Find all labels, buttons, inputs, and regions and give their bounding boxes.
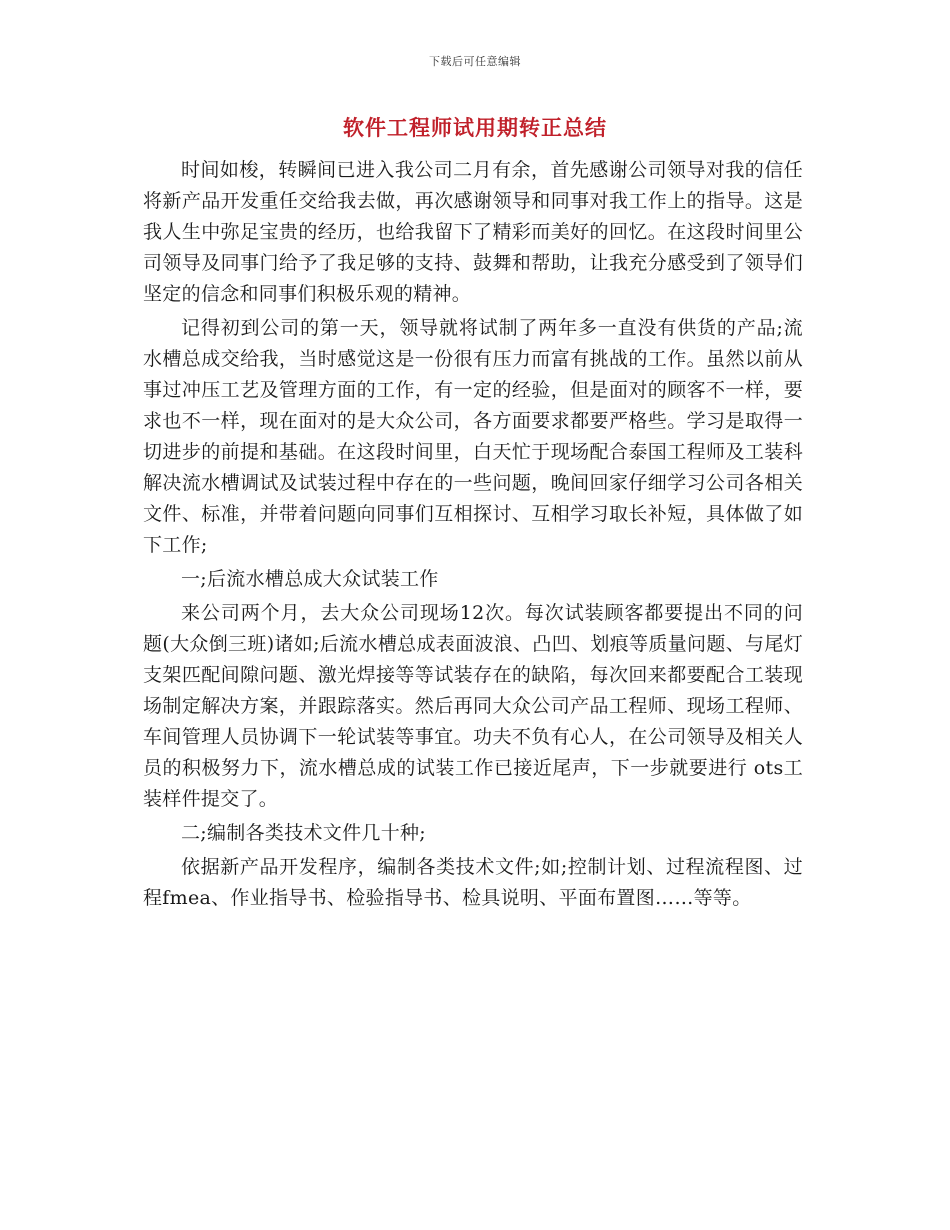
document-body xyxy=(143,155,803,914)
paragraph-first-day: 记得初到公司的第一天，领导就将试制了两年多一直没有供货的产品;流水槽总成交给我，当时感觉这是一份很有压力而富有挑战的工作。虽然以前从事过冲压工艺及管理方面的工作，有一定的经验，但是面对的顾客不一样，要求也不一样，现在面对的是大众公司，各方面要求都要严格些。学习是取得一切进步的前提和基础。在这段时间里，白天忙于现场配合泰国工程师及工装科解决流水槽调试及试装过程中存在的一些问题，晚间回家仔细学习公司各相关文件、标准，并带着问题向同事们互相探讨、互相学习取长补短，具体做了如下工作; xyxy=(143,317,803,556)
document-title: 软件工程师试用期转正总结 xyxy=(343,115,607,140)
header-note: 下载后可任意编辑 xyxy=(429,55,521,68)
section-heading-2: 二;编制各类技术文件几十种; xyxy=(181,822,427,844)
paragraph-intro: 时间如梭，转瞬间已进入我公司二月有余，首先感谢公司领导对我的信任将新产品开发重任交给我去做，再次感谢领导和同事对我工作上的指导。这是我人生中弥足宝贵的经历，也给我留下了精彩而美好的回忆。在这段时间里公司领导及同事门给予了我足够的支持、鼓舞和帮助，让我充分感受到了领导们坚定的信念和同事们积极乐观的精神。 xyxy=(143,159,803,305)
section-heading-1: 一;后流水槽总成大众试装工作 xyxy=(181,568,439,590)
paragraph-technical-docs: 依据新产品开发程序，编制各类技术文件;如;控制计划、过程流程图、过程fmea、作业指导书、检验指导书、检具说明、平面布置图……等等。 xyxy=(143,856,803,909)
paragraph-trial-assembly: 来公司两个月，去大众公司现场12次。每次试装顾客都要提出不同的问题(大众倒三班)诸如;后流水槽总成表面波浪、凸凹、划痕等质量问题、与尾灯支架匹配间隙问题、激光焊接等等试装存在的缺陷，每次回来都要配合工装现场制定解决方案，并跟踪落实。然后再同大众公司产品工程师、现场工程师、车间管理人员协调下一轮试装等事宜。功夫不负有心人，在公司领导及相关人员的积极努力下，流水槽总成的试装工作已接近尾声，下一步就要进行 ots工装样件提交了。 xyxy=(143,602,803,810)
